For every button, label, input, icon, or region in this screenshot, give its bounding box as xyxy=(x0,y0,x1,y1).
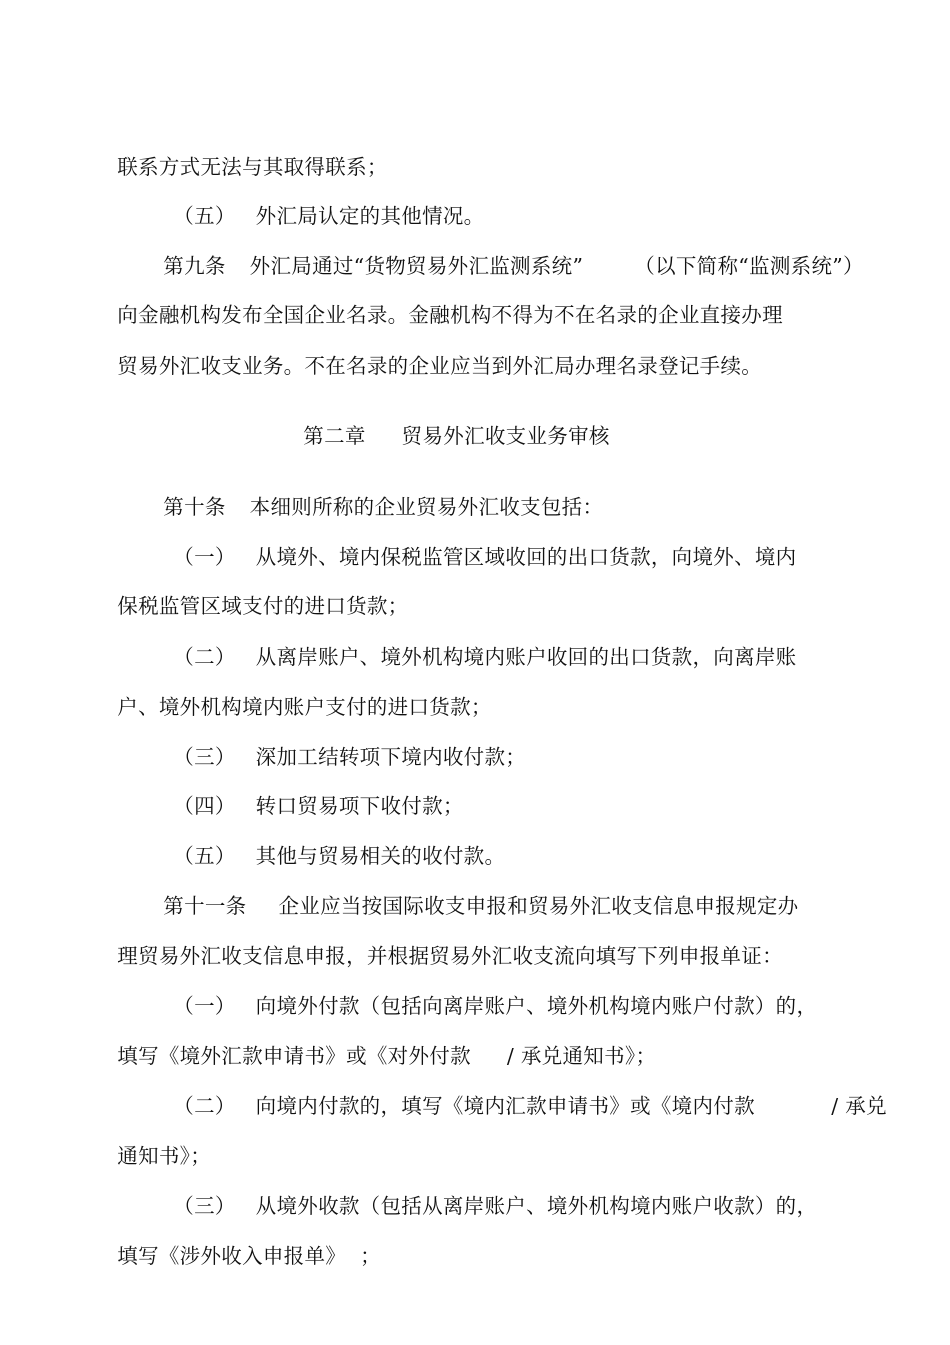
list-label: （二） xyxy=(173,1094,236,1118)
chapter-heading xyxy=(276,397,610,475)
list-label: （五） xyxy=(173,844,236,868)
list-text: 从离岸账户、境外机构境内账户收回的出口货款，向离岸账 xyxy=(255,645,797,669)
list-label: （五） xyxy=(173,204,236,228)
text: 通知书》； xyxy=(117,1144,212,1168)
text: 户、境外机构境内账户支付的进口货款； xyxy=(117,695,492,719)
chapter-label: 第二章 xyxy=(303,424,366,448)
text: 保税监管区域支付的进口货款； xyxy=(117,594,409,618)
article-text: 外汇局通过“货物贸易外汇监测系统” xyxy=(249,254,584,278)
list-label: （三） xyxy=(173,1194,236,1218)
list-text: 从境外收款（包括从离岸账户、境外机构境内账户收款）的， xyxy=(255,1194,818,1218)
list-item-2-tail xyxy=(804,1067,887,1145)
list-label: （四） xyxy=(173,794,236,818)
text: 联系方式无法与其取得联系； xyxy=(117,155,388,179)
text: 向金融机构发布全国企业名录。金融机构不得为不在名录的企业直接办理 xyxy=(117,303,783,327)
text: 填写《涉外收入申报单》 xyxy=(117,1244,347,1268)
list-text: 向境内付款的，填写《境内汇款申请书》或《境内付款 xyxy=(255,1094,755,1118)
text: 理贸易外汇收支信息申报，并根据贸易外汇收支流向填写下列申报单证： xyxy=(117,944,783,968)
article-text-tail: （以下简称“监测系统”） xyxy=(634,254,864,278)
list-label: （一） xyxy=(173,994,236,1018)
article-label: 第九条 xyxy=(163,254,226,278)
paragraph-line xyxy=(90,327,762,405)
article-text: 企业应当按国际收支申报和贸易外汇收支信息申报规定办 xyxy=(278,894,799,918)
list-label: （三） xyxy=(173,745,236,769)
article-label: 第十条 xyxy=(163,495,226,519)
text: 填写《境外汇款申请书》或《对外付款 xyxy=(117,1044,471,1068)
list-text-tail: / 承兑 xyxy=(831,1094,887,1118)
list-text: 从境外、境内保税监管区域收回的出口货款，向境外、境内 xyxy=(255,545,797,569)
chapter-title: 贸易外汇收支业务审核 xyxy=(401,424,610,448)
list-item-2 xyxy=(146,1067,755,1145)
paragraph-line xyxy=(90,1217,381,1295)
list-text: 转口贸易项下收付款； xyxy=(255,794,464,818)
list-label: （二） xyxy=(173,645,236,669)
text: 贸易外汇收支业务。不在名录的企业应当到外汇局办理名录登记手续。 xyxy=(117,354,763,378)
list-text: 其他与贸易相关的收付款。 xyxy=(255,844,506,868)
list-text: 向境外付款（包括向离岸账户、境外机构境内账户付款）的， xyxy=(255,994,818,1018)
text: ； xyxy=(360,1244,381,1268)
article-label: 第十一条 xyxy=(163,894,247,918)
list-text: 深加工结转项下境内收付款； xyxy=(255,745,527,769)
article-text: 本细则所称的企业贸易外汇收支包括： xyxy=(249,495,604,519)
list-text: 外汇局认定的其他情况。 xyxy=(255,204,485,228)
list-label: （一） xyxy=(173,545,236,569)
text: / 承兑通知书》； xyxy=(506,1044,657,1068)
